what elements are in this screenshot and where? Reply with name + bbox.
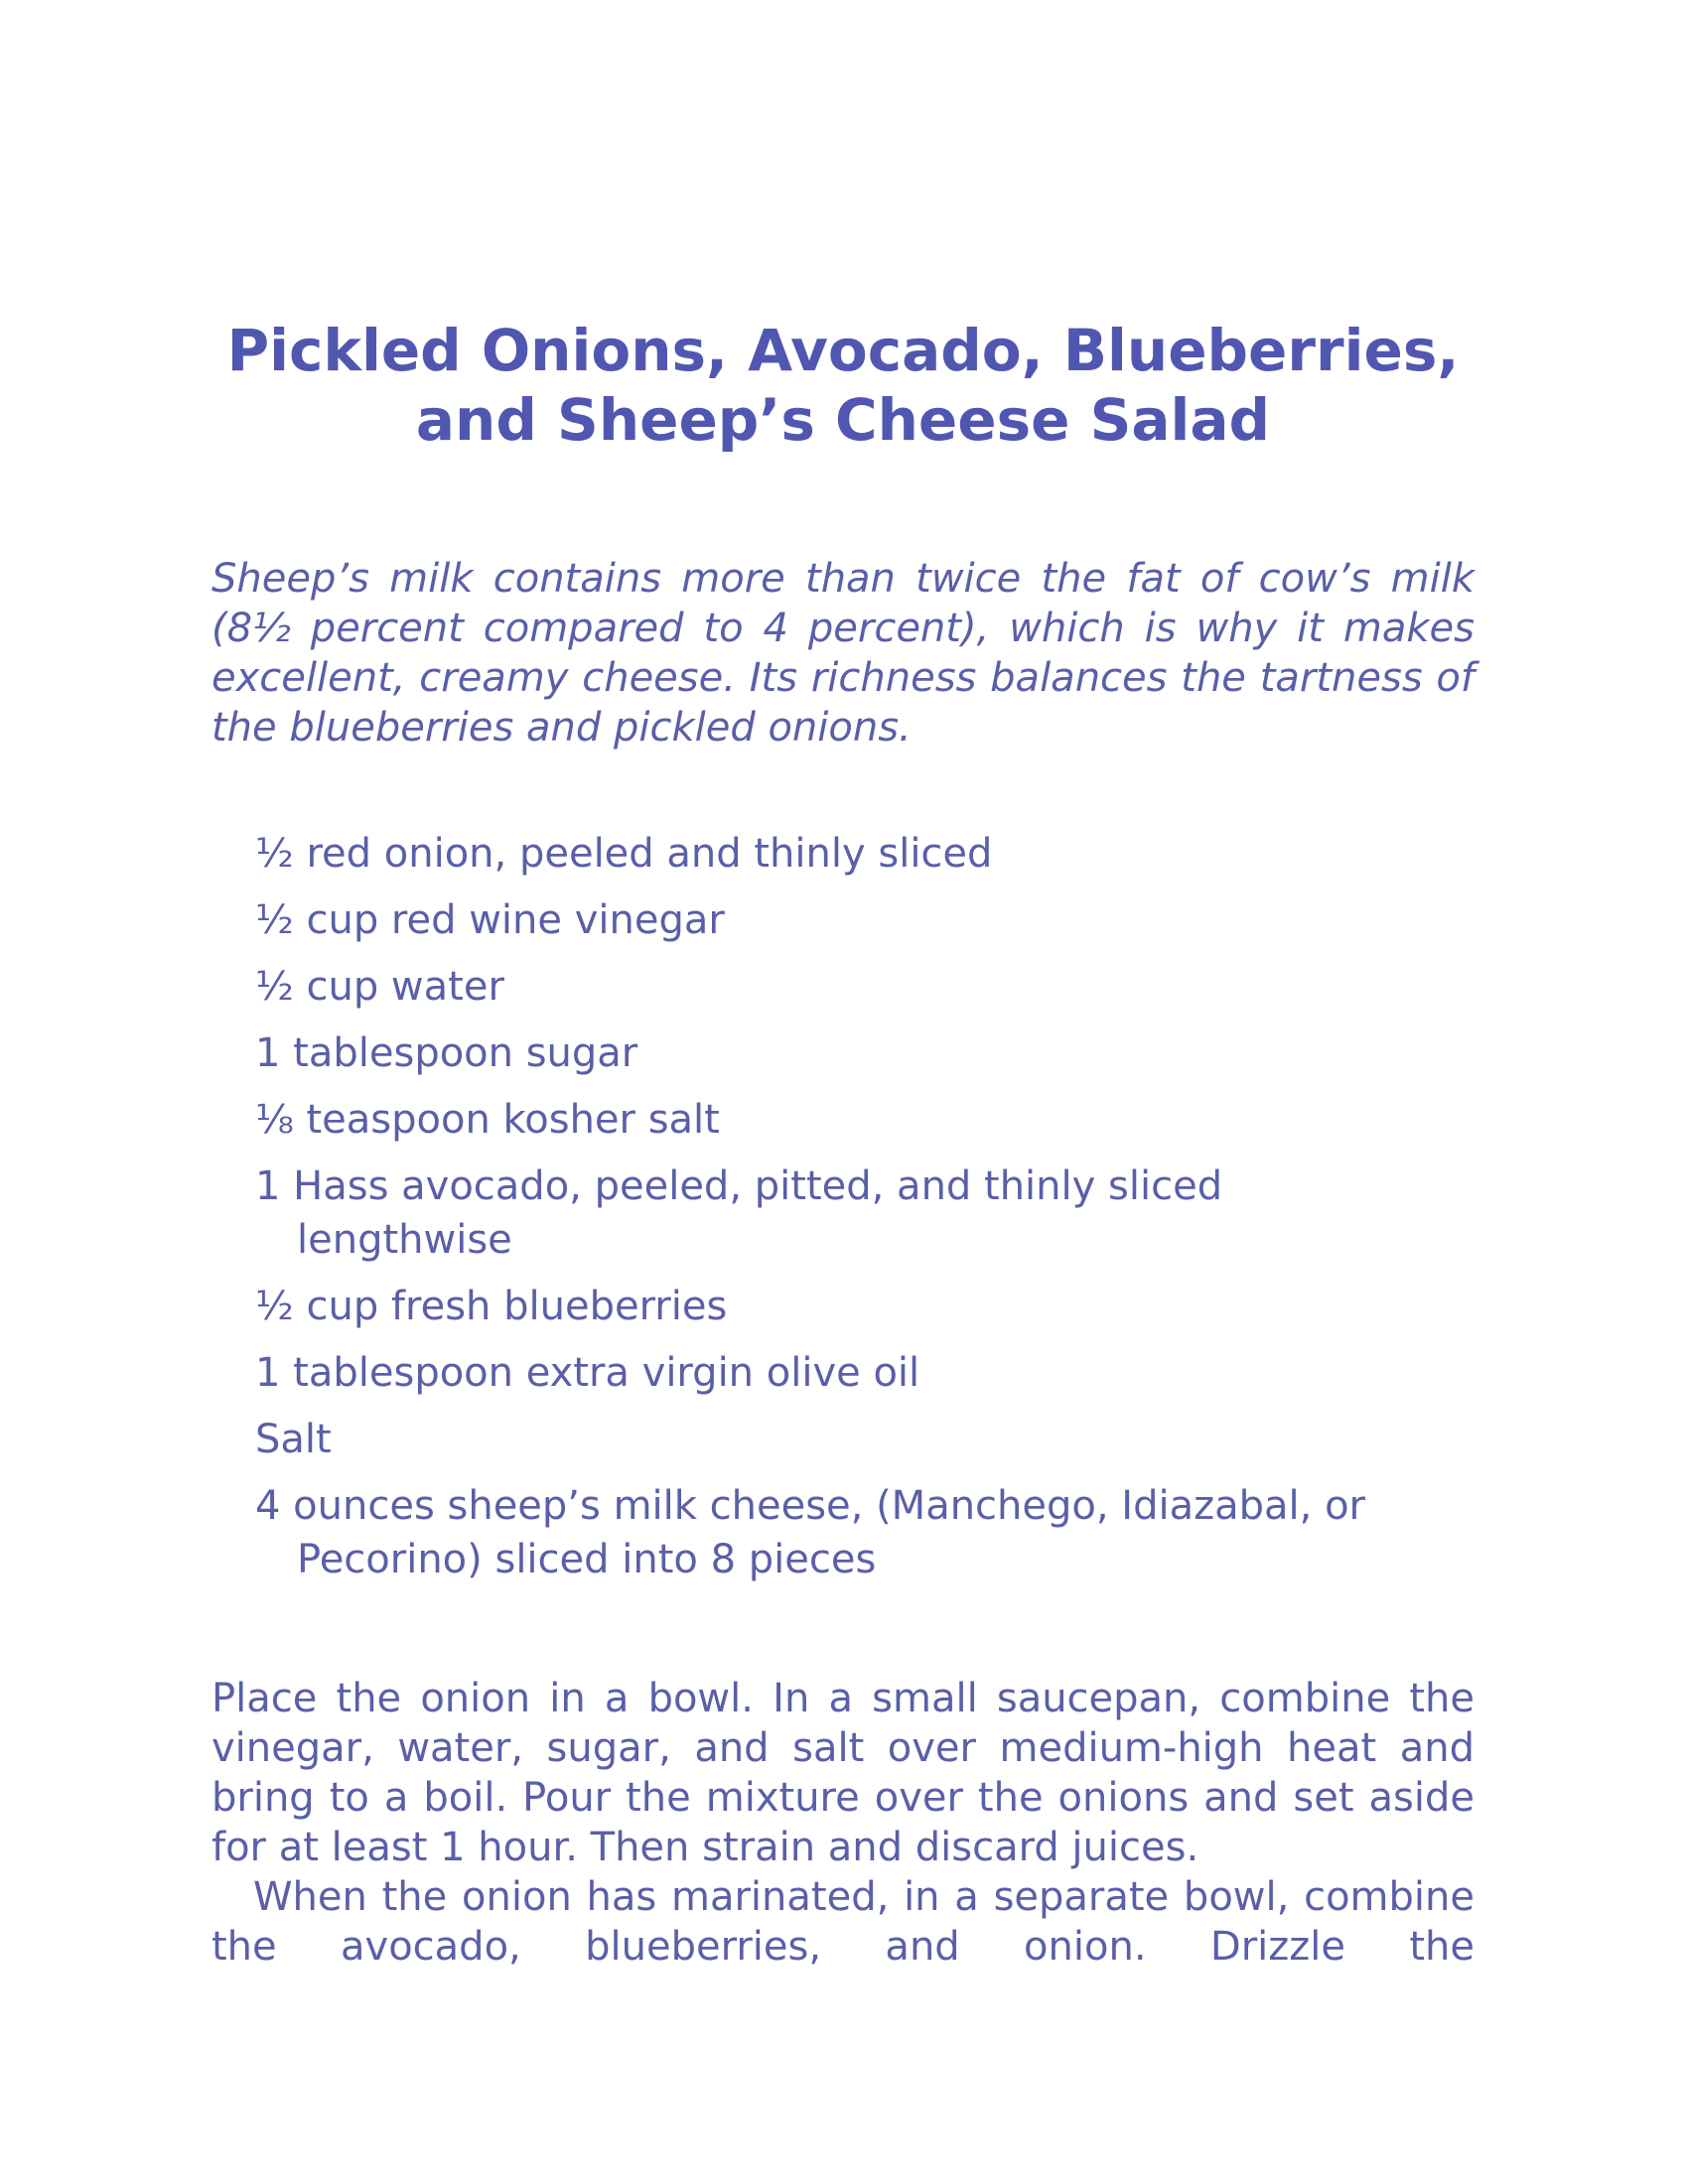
- recipe-title-line-2: and Sheep’s Cheese Salad: [415, 386, 1271, 454]
- directions-paragraph-1: Place the onion in a bowl. In a small saucepan, combine the vinegar, water, sugar, and salt over medium-high heat and bring to a boil. Pour the mixture over the onions and set aside for at least 1 hour. Then strain and discard juices.: [211, 1676, 1475, 1870]
- ingredient-item: ½ cup fresh blueberries: [255, 1284, 728, 1329]
- recipe-page: [211, 316, 1475, 1972]
- ingredient-list: [211, 827, 1475, 1586]
- directions-paragraph-2: When the onion has marinated, in a separate bowl, combine the avocado, blueberries, and onion. Drizzle the: [211, 1874, 1475, 1970]
- recipe-title-line-1: Pickled Onions, Avocado, Blueberries,: [226, 317, 1460, 384]
- recipe-intro: Sheep’s milk contains more than twice the fat of cow’s milk (8½ percent compared to 4 percent), which is why it makes excellent, creamy cheese. Its richness balances the tartness of the blueberries and pickled onions.: [211, 556, 1475, 751]
- ingredient-item: 1 tablespoon sugar: [255, 1030, 638, 1076]
- recipe-title: [211, 316, 1475, 455]
- ingredient-item: 1 tablespoon extra virgin olive oil: [255, 1350, 920, 1396]
- ingredient-item: ½ cup red wine vinegar: [255, 897, 725, 943]
- recipe-directions: [211, 1674, 1475, 1972]
- ingredient-item: ½ red onion, peeled and thinly sliced: [255, 831, 993, 877]
- ingredient-item: ⅛ teaspoon kosher salt: [255, 1097, 720, 1143]
- ingredient-item: 1 Hass avocado, peeled, pitted, and thinly sliced lengthwise: [255, 1163, 1223, 1263]
- ingredient-item: 4 ounces sheep’s milk cheese, (Manchego, Idiazabal, or Pecorino) sliced into 8 pieces: [255, 1483, 1365, 1582]
- ingredient-item: Salt: [255, 1417, 332, 1462]
- ingredient-item: ½ cup water: [255, 964, 504, 1010]
